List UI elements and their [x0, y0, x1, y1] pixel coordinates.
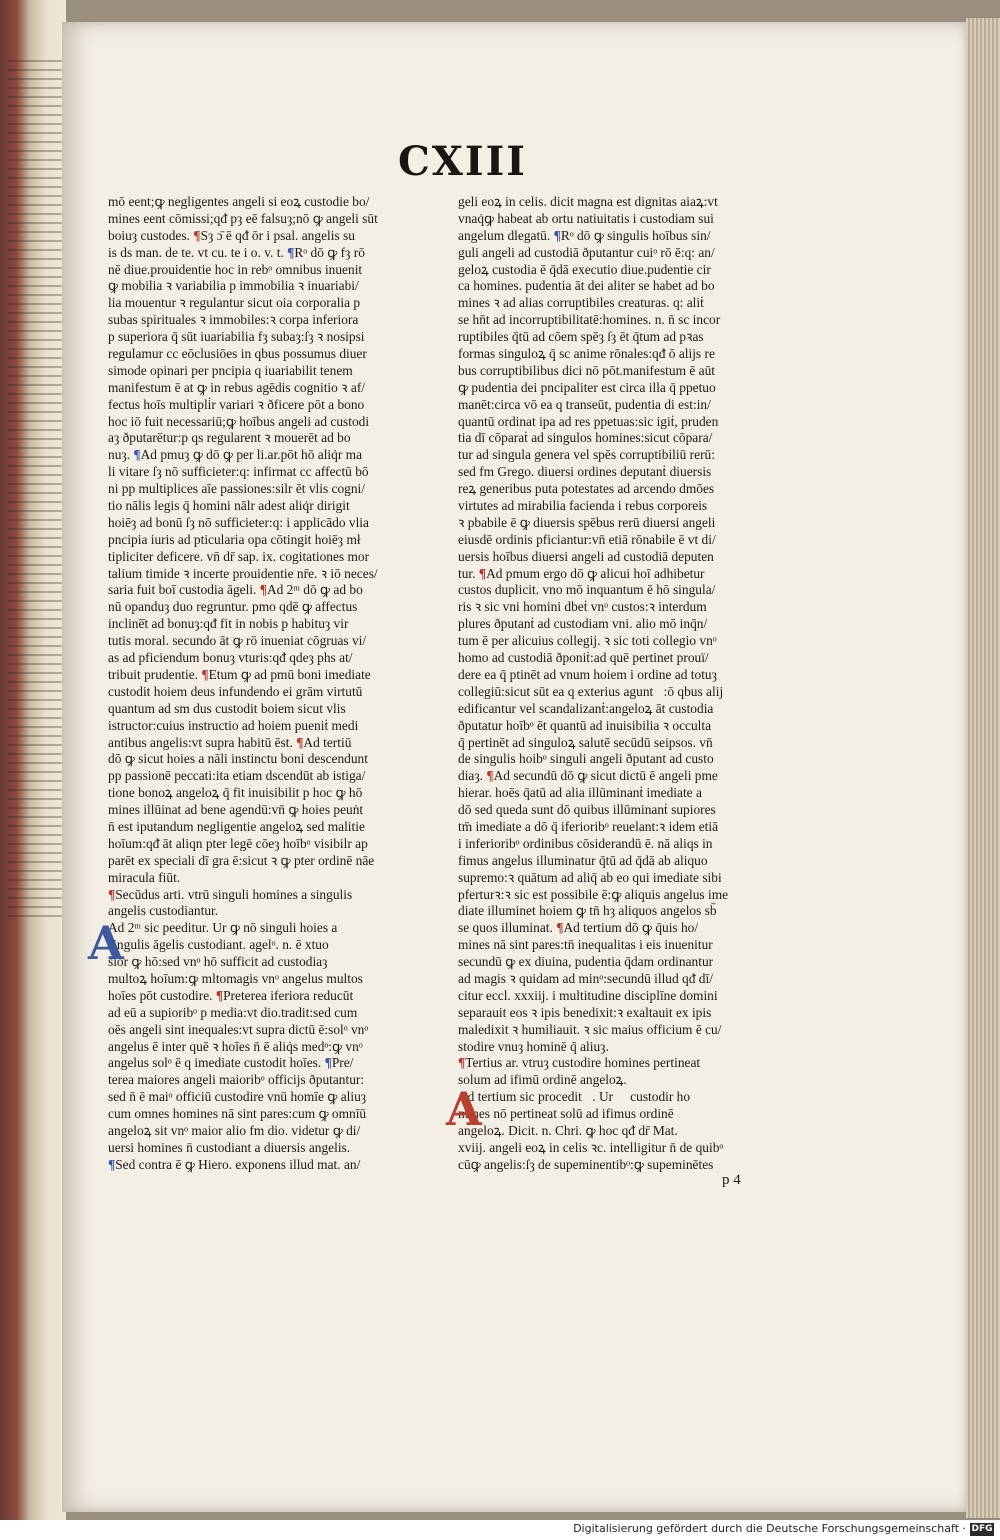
left-column-line: hoc iō fuit necessariū;ꝙ hoībus angeli ad custodi	[108, 413, 370, 429]
right-column-line: sed fm Grego. diuersi ordines deputanṫ diuersis	[458, 464, 712, 480]
left-column-line: boiuȝ custodes. ¶Sȝ ɔ̄ ē qᵭ ōr i psal. angelis su	[108, 227, 355, 243]
left-column-line: tione bonoꝝ angeloꝝ q̄ fit inuisibilit p hoc ꝙ hō	[108, 785, 363, 801]
right-column-line: mines nō pertineat solū ad ifimus ordinē	[458, 1106, 674, 1122]
right-column-line: ris ꝛ sic vni homini dbeṫ vnᵒ custos:ꝛ interdum	[458, 599, 707, 615]
right-column-line: cūꝙ angelis:ſȝ de supeminentibᵒ:ꝙ supeminētes	[458, 1156, 714, 1172]
left-column-line: ꝙ mobilia ꝛ variabilia p immobilia ꝛ inuariabi/	[108, 278, 359, 294]
left-column-line: tio nālis legis q̄ homini nālr adest aliq̇r dirigit	[108, 498, 350, 514]
folio-number: CXIII	[398, 138, 528, 185]
left-column-line: ni pp multiplices aīe passiones:silr ēt vlis cogni/	[108, 481, 365, 497]
right-column-line: solum ad ifimū ordinē angeloꝝ.	[458, 1072, 627, 1088]
right-column-line: tia dī cōparaṫ ad singulos homines:sicut cōpara/	[458, 430, 713, 446]
facing-page-edge	[0, 0, 66, 1540]
right-column-line: separauit eos ꝛ ipis benedixit:ꝛ exaltauit ex ipis	[458, 1004, 712, 1020]
right-column-line: uersis hoībus diuersi angeli ad custodiā deputen	[458, 548, 714, 564]
right-column-line: ruptibiles q̄tū ad cōem spēȝ ſȝ ēt q̄tum ad pꝛas	[458, 329, 704, 345]
left-column-line: parēt ex speciali dī gra ē:sicut ꝛ ꝙ pter ordinē nāe	[108, 852, 375, 868]
left-column-line: singulis āgelis custodiant. agelᵒ. n. ē xtuo	[108, 937, 329, 953]
decorated-initial-red: A	[446, 1082, 482, 1136]
right-column-line: de singulis hoibᵒ singuli angeli ðputant ad custo	[458, 751, 714, 767]
left-column-line: ¶Secūdus arti. vtrū singuli homines a singulis	[108, 886, 353, 902]
left-column-line: custodit hoiem deus infundendo ei grām virtutū	[108, 683, 363, 699]
left-column-line: ¶Sed contra ē ꝙ Hiero. exponens illud mat. an/	[108, 1156, 361, 1172]
left-column-line: Ad 2ᵐ sic peeditur. Ur ꝙ nō singuli hoies a	[108, 920, 338, 936]
left-column-line: oēs angeli sint inequales:vt supra dictū ē:solᵒ vnᵒ	[108, 1021, 369, 1037]
left-column-line: angelus ē inter quē ꝛ hoīes n̄ ē aliq̇s medᵒ:ꝙ vnᵒ	[108, 1038, 363, 1054]
right-column-line: diate illuminet hoiem ꝙ tn̄ hȝ aliquos angelos sb̄	[458, 903, 717, 919]
right-column-line: manēt:circa vō ea q transeūt, pudentia di est:in/	[458, 396, 711, 412]
right-column-line: q̄ pertinēt ad singuloꝝ salutē secūdū seipsos. vn̄	[458, 734, 713, 750]
left-column-line: mō eent;ꝙ negligentes angeli si eoꝝ custodie bo/	[108, 194, 370, 209]
right-column-line: vnaq̇ꝙ habeat ab ortu natiuitatis i custodiam sui	[458, 210, 714, 226]
left-column-line: pp passionē peccati:ita etiam dscendūt ab istiga/	[108, 768, 366, 784]
left-column-line: angeloꝝ sit vnᵒ maior alio fm dio. videtur ꝙ di/	[108, 1122, 361, 1138]
right-column-line: quantū ordinat ipa ad res ppetuas:sic igiṫ, pruden	[458, 413, 719, 429]
right-column-line: plures ðputanṫ ad custodiam vni. alio mō inq̄n/	[458, 616, 708, 632]
right-column-line: citur eccl. xxxiij. i multitudine disciplīne domini	[458, 987, 718, 1003]
right-column-line: bus corruptibilibus dici nō pōt.manifestum ē aūt	[458, 362, 715, 378]
left-column-line: quantum ad sm dus custodit boiem sicut vlis	[108, 700, 346, 716]
right-column-line: mines nā sint pares:tn̄ inequalitas i eis inuenitur	[458, 937, 713, 953]
left-column-line: uersi homines n̄ custodiant a diuersis angelis.	[108, 1139, 351, 1155]
left-column-line: p superiora q̄ sūt iuariabilia fȝ subaȝ:ſȝ ꝛ nosipsi	[108, 329, 365, 345]
right-column-line: formas singuloꝝ q̄ sc anime rōnales:qᵭ ō alijs re	[458, 346, 715, 362]
left-text-column	[108, 194, 426, 1174]
left-column-line: tribuit prudentie. ¶Etum ꝙ ad pmū boni imediate	[108, 666, 371, 682]
right-column-line: eiusdē ordinis pficiantur:vn̄ etiā rōnabile ē vt di/	[458, 531, 716, 547]
right-column-line: dō sed queda sunt dō quibus illūminanṫ supiores	[458, 802, 716, 818]
left-column-line: talium timide ꝛ incerte prouidentie nr̄e. ꝛ iō neces/	[108, 565, 378, 581]
right-column-line: mines ꝛ ad alias corruptibiles creaturas. q: aliṫ	[458, 295, 704, 311]
right-column-line: fimus angelus illuminatur q̄tū ad q̄dā ab aliquo	[458, 852, 708, 868]
left-column-line: hoīum:qᵭ āt aliqn pter legē cōeȝ hoībᵒ visibilr ap	[108, 835, 368, 851]
right-column-line: custos duplicit. vno mō inquantum ē hō singula/	[458, 582, 716, 598]
left-column-line: pncipia iuris ad pticularia opa cōtingit hoiēȝ mł	[108, 531, 361, 547]
decorated-initial-blue: A	[88, 916, 124, 970]
left-column-line: hoīes pōt custodire. ¶Preterea iferiora reducūt	[108, 987, 354, 1003]
right-column-line: se quos illuminat. ¶Ad tertium dō ꝙ q̄uis ho/	[458, 920, 699, 936]
left-column-line: dō ꝙ sicut hoies a nāli instinctu boni descendunt	[108, 751, 368, 767]
right-column-line: tur. ¶Ad pmum ergo dō ꝙ alicui hoī adhibetur	[458, 565, 705, 581]
left-column-line: tutis moral. secundo āt ꝙ rō inueniat cōgruas vi/	[108, 633, 367, 649]
right-column-line: geli eoꝝ in celis. dicit magna est dignitas aiaꝝ:vt	[458, 194, 718, 209]
right-column-line: edificantur vel scandalizanṫ:angeloꝝ āt custodia	[458, 700, 714, 716]
right-column-line: tum ē per alicuius collegij. ꝛ sic toti collegio vnᵒ	[458, 633, 717, 649]
funding-credit: Digitalisierung gefördert durch die Deutsche Forschungsgemeinschaft ·	[573, 1522, 966, 1535]
right-column-line: homo ad custodiā ðponiṫ:ad quē pertinet prouï/	[458, 650, 709, 666]
right-column-line: ꝙ pudentia dei pncipaliter est circa illa q̄ ppetuo	[458, 379, 716, 395]
right-column-line: ¶Tertius ar. vtruȝ custodire homines pertineat	[458, 1055, 701, 1071]
left-column-line: nū opanduȝ duo regruntur. pmo qdē ꝙ affectus	[108, 599, 358, 615]
left-column-line: sed n̄ ē maiᵒ officiū custodire vnū homīe ꝙ aliuȝ	[108, 1089, 367, 1105]
left-column-line: as ad pficiendum bonuȝ vturis:qᵭ qdeȝ phs at/	[108, 650, 353, 666]
right-column-line: Ad tertium sic proceditᷣ. Ur ꝙ custodir ho	[458, 1089, 691, 1105]
right-column-line: diaȝ. ¶Ad secundū dō ꝙ sicut dictū ē angeli pme	[458, 768, 718, 784]
right-text-column	[458, 194, 780, 1174]
left-column-line: n̄ est iputandum negligentie angeloꝝ sed malitie	[108, 818, 365, 834]
left-column-line: hoiēȝ ad bonū ſȝ nō sufficieter:q: i applicādo vlia	[108, 514, 369, 530]
left-column-line: angelus solᵒ ē q imediate custodit hoīes. ¶Pre/	[108, 1055, 354, 1071]
left-column-line: angelis custodiantur.	[108, 903, 219, 919]
left-column-line: mines illūinat ad bene agendū:vn̄ ꝙ hoies peuṅt	[108, 802, 364, 818]
right-column-line: xviij. angeli eoꝝ in celis ꝛc. intelligitur n̄ de quibᵒ	[458, 1139, 724, 1155]
right-column-line: geloꝝ custodia ē q̄dā executio diue.pudentie cir	[458, 261, 711, 277]
left-column-line: ad eū a supioribᵒ p media:vt dio.tradit:sed cum	[108, 1004, 358, 1020]
right-column-line: angelum dlegatū. ¶Rᵒ dō ꝙ singulis hoībus sin/	[458, 227, 711, 243]
left-column-line: incline̅t ad bonuȝ:qᵭ fit in nobis p habituȝ vir	[108, 616, 349, 632]
right-column-line: stodire vnuȝ hominē q̄ aliuȝ.	[458, 1038, 609, 1054]
page-stack-edge	[966, 18, 1000, 1518]
right-column-line: dere ea q̄ ptinēt ad vnum hoiem i ordine ad totuȝ	[458, 666, 717, 682]
right-column-line: tm̄ imediate a dō q̄ iferioribᵒ reuelant:ꝛ idem etiā	[458, 818, 719, 834]
right-column-line: maledixit ꝛ humiliauit. ꝛ sic maius officium ē cu/	[458, 1021, 722, 1037]
left-column-line: aȝ ðputarētur:p qs regularent ꝛ mouerēt ad bo	[108, 430, 351, 446]
left-column-line: subas spirituales ꝛ immobiles:ꝛ corpa inferiora	[108, 312, 359, 328]
left-column-line: mines eent cōmissi;qᵭ pȝ eē falsuȝ;nō ꝙ angeli sūt	[108, 210, 378, 226]
quire-signature: p 4	[722, 1172, 741, 1188]
left-column-line: istructor:cuius instructio ad hoiem pueniṫ medi	[108, 717, 359, 733]
left-column-line: miracula fiūt.	[108, 869, 181, 885]
facing-page-text-bleed	[8, 60, 62, 920]
right-column-line: pferturꝛ:ꝛ sic est possibile ē:ꝙ aliquis angelus ime	[458, 886, 729, 902]
right-column-line: hierar. hoēs q̄atū ad alia illūminanṫ imediate a	[458, 785, 702, 801]
left-column-line: saria fuit boī custodia āgeli. ¶Ad 2ᵐ dō ꝙ ad bo	[108, 582, 363, 598]
left-column-line: manifestum ē at ꝙ in rebus agēdis cognitio ꝛ af/	[108, 379, 365, 395]
left-column-line: sior ꝙ hō:sed vnᵒ hō sufficit ad custodiaȝ	[108, 954, 328, 970]
footer-bar	[0, 1520, 1000, 1540]
left-column-line: terea maiores angeli maioribᵒ officijs ðputantur:	[108, 1072, 365, 1088]
right-column-line: secundū ꝙ ex diuina, pudentia q̄dam ordinantur	[458, 954, 714, 970]
left-column-line: regulamur cc eōclusiōes in qbus possumus diuer	[108, 346, 367, 362]
left-column-line: is ds man. de te. vt cu. te i o. v. t. ¶Rᵒ dō ꝙ fȝ rō	[108, 244, 365, 260]
right-column-line: se hn̄t ad incorruptibilitatē:homines. n. n̄ sc incor	[458, 312, 721, 328]
right-column-line: reꝝ generibus puta potestates ad arcendo dmōes	[458, 481, 715, 497]
dfg-logo-icon: DFG	[971, 1524, 993, 1534]
right-column-line: ad magis ꝛ quidam ad minᵒ:secundū illud qᵭ dī/	[458, 970, 713, 986]
left-column-line: lia mouentur ꝛ regulantur sicut oia corporalia p	[108, 295, 361, 311]
right-column-line: ðputatur hoībᵒ ēt quantū ad inuisibilia ꝛ occulta	[458, 717, 712, 733]
left-column-line: tipliciter deficere. vn̄ dr̄ sap. ix. cogitationes mor	[108, 548, 370, 564]
left-column-line: simode opinari per pncipia q iuariabilit tenem	[108, 362, 353, 378]
right-column-line: supremo:ꝛ quātum ad aliq̄ ab eo qui imediate sibi	[458, 869, 722, 885]
right-column-line: tur ad singula genera vel spēs corruptibiliū rerū:	[458, 447, 715, 463]
left-column-line: cum omnes homines nā sint pares:cum ꝙ omnīū	[108, 1106, 367, 1122]
left-column-line: nuȝ. ¶Ad pmuȝ ꝙ dō ꝙ per li.ar.pōt hō aliq̇r ma	[108, 447, 363, 463]
right-column-line: ꝛ pbabile ē ꝙ diuersis spēbus rerū diuersi angeli	[458, 514, 716, 530]
left-column-line: fectus hoīs multipli̇r variari ꝛ ðficere pōt a bono	[108, 396, 365, 412]
right-column-line: i inferioribᵒ ordinibus cōsiderandū ē. nā aliqs in	[458, 835, 713, 851]
right-column-line: angeloꝝ. Dicit. n. Chri. ꝙ hoc qᵭ dr̄ Mat.	[458, 1122, 678, 1138]
left-column-line: li vitare ſȝ nō sufficieter:q: infirmat cc affectū bō	[108, 464, 369, 480]
left-column-line: multoꝝ hoīum:ꝙ mltomagis vnᵒ angelus multos	[108, 970, 363, 986]
right-column-line: ca homines. pudentia āt dei aliter se habet ad bo	[458, 278, 715, 294]
right-column-line: guli angeli ad custodiā ðputantur cuiᵒ rō ē:q: an/	[458, 244, 715, 260]
right-column-line: collegiū:sicut sūt ea q exterius aguntᷣ:ō qbus alij	[458, 683, 724, 699]
left-column-line: nē diue.prouidentie hoc in rebᵒ omnibus inuenit	[108, 261, 363, 277]
left-column-line: antibus angelis:vt supra habitū ēst. ¶Ad tertiū	[108, 734, 352, 750]
right-column-line: virtutes ad mirabilia facienda i rebus corporeis	[458, 498, 708, 514]
